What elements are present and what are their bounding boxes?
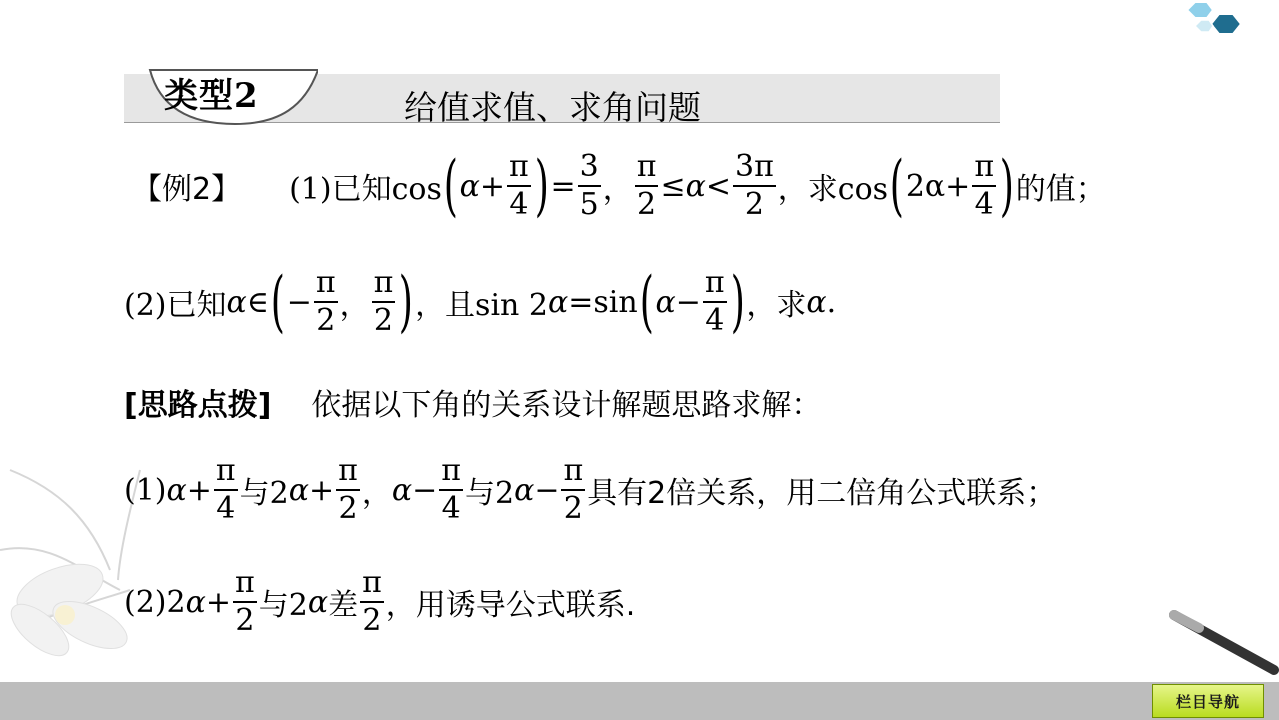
fraction: $\frac{\pi}{4}$ [704,265,725,338]
hint-line-2: (2)2 α + $\frac{\pi}{2}$ 与2 α 差 $\frac{\pi}{2}$ ，用诱导公式联系. [124,565,636,638]
heading-tag: 类型2 [164,76,259,116]
brush-decoration-icon [1169,610,1279,680]
fraction: $\frac{\pi}{2}$ [235,565,255,638]
fraction: $\frac{\pi}{2}$ [563,453,584,526]
fraction: $\frac{\pi}{2}$ [315,265,336,338]
fraction: $\frac{\pi}{2}$ [362,565,382,638]
hint-text: 依据以下角的关系设计解题思路求解： [311,388,822,423]
fraction: $\frac{\pi}{4}$ [974,149,995,222]
example-line-2: (2)已知 α ∈ ( − $\frac{\pi}{2}$ ， $\frac{\pi}{2}$ ) ，且sin 2 α =sin ( α − $\frac{\pi}{4}$ ) ，求 α . [124,263,837,340]
p1-text: (1)已知cos [289,172,442,207]
fraction: $\frac{3}{5}$ [579,149,599,222]
fraction: $\frac{\pi}{2}$ [636,149,657,222]
heading-title: 给值求值、求角问题 [404,88,701,127]
hint-line-1: (1) α + $\frac{\pi}{4}$ 与2 α + $\frac{\pi}{2}$ ， α − $\frac{\pi}{4}$ 与2 α − $\frac{\pi}{2}$ 具有2倍关系，用二倍角公式联系； [124,453,1057,526]
bottom-bar [0,682,1279,720]
section-nav-button[interactable]: 栏目导航 [1152,684,1264,718]
hexagon-decoration-icon [1179,0,1249,48]
example-label: 【例2】 [132,172,242,207]
fraction: $\frac{\pi}{4}$ [509,149,529,222]
fraction: $\frac{3\pi}{2}$ [734,149,774,222]
hint-line [124,380,821,424]
example-line-1: 【例2】 (1)已知cos ( α + $\frac{\pi}{4}$ ) = $\frac{3}{5}$ ， $\frac{\pi}{2}$ ≤ α < $\frac{3\pi}{2}$ ，求cos ( 2α + $\frac{\pi}{4}$ ) 的值； [132,147,1106,224]
fraction: $\frac{\pi}{2}$ [373,265,394,338]
fraction: $\frac{\pi}{4}$ [441,453,461,526]
fraction: $\frac{\pi}{4}$ [215,453,236,526]
hint-label: [思路点拨] [124,388,272,423]
fraction: $\frac{\pi}{2}$ [338,453,358,526]
